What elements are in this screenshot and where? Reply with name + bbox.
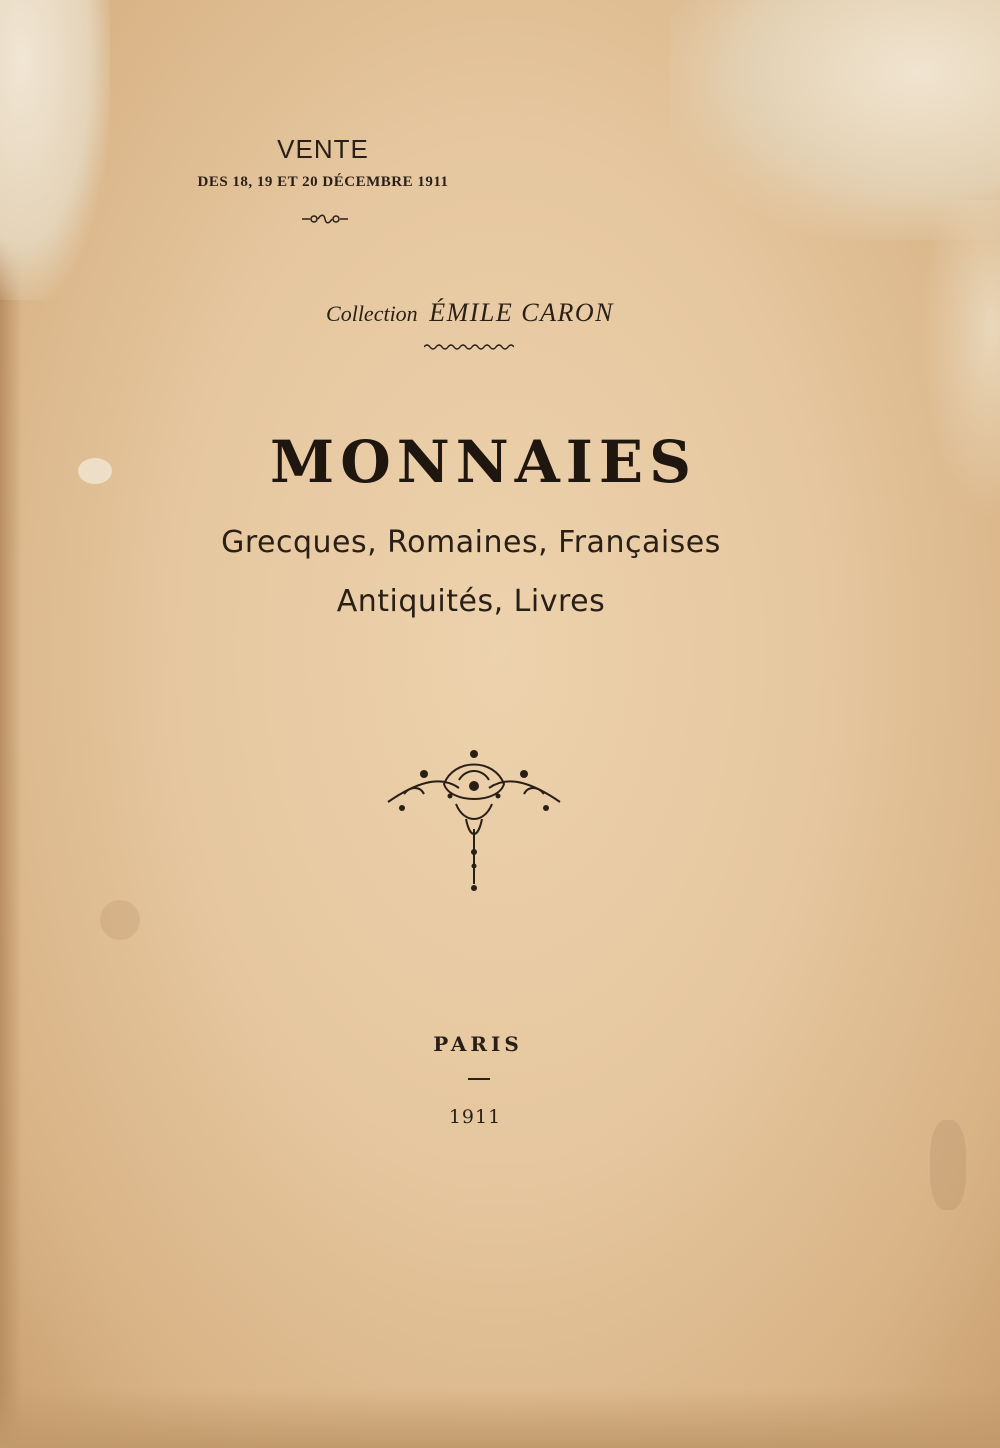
torn-edge-right bbox=[920, 200, 1000, 520]
torn-corner-top-right bbox=[670, 0, 1000, 240]
sale-label: VENTE bbox=[277, 134, 369, 164]
subtitle-coins: Grecques, Romaines, Françaises bbox=[221, 525, 721, 560]
paper-edge-shadow-left bbox=[0, 0, 22, 1448]
imprint-city: PARIS bbox=[433, 1032, 523, 1056]
paper-edge-shadow-bottom bbox=[0, 1388, 1000, 1448]
collection-prefix: Collection bbox=[326, 301, 418, 326]
sale-dates: DES 18, 19 ET 20 DÉCEMBRE 1911 bbox=[197, 174, 449, 190]
subtitle-antiquities: Antiquités, Livres bbox=[336, 584, 606, 619]
paper-stain bbox=[100, 900, 140, 940]
main-title: MONNAIES bbox=[270, 428, 697, 496]
paper-stain bbox=[930, 1120, 966, 1210]
imprint-year: 1911 bbox=[448, 1106, 502, 1128]
collection-name: ÉMILE CARON bbox=[429, 298, 614, 327]
collection-line bbox=[120, 298, 820, 328]
fleuron-ornament-icon bbox=[384, 744, 564, 894]
wavy-rule-icon bbox=[424, 342, 514, 352]
imprint-divider bbox=[468, 1078, 490, 1080]
small-fleuron-icon bbox=[300, 212, 350, 226]
torn-corner-top-left bbox=[0, 0, 110, 300]
paper-spot bbox=[78, 458, 112, 484]
